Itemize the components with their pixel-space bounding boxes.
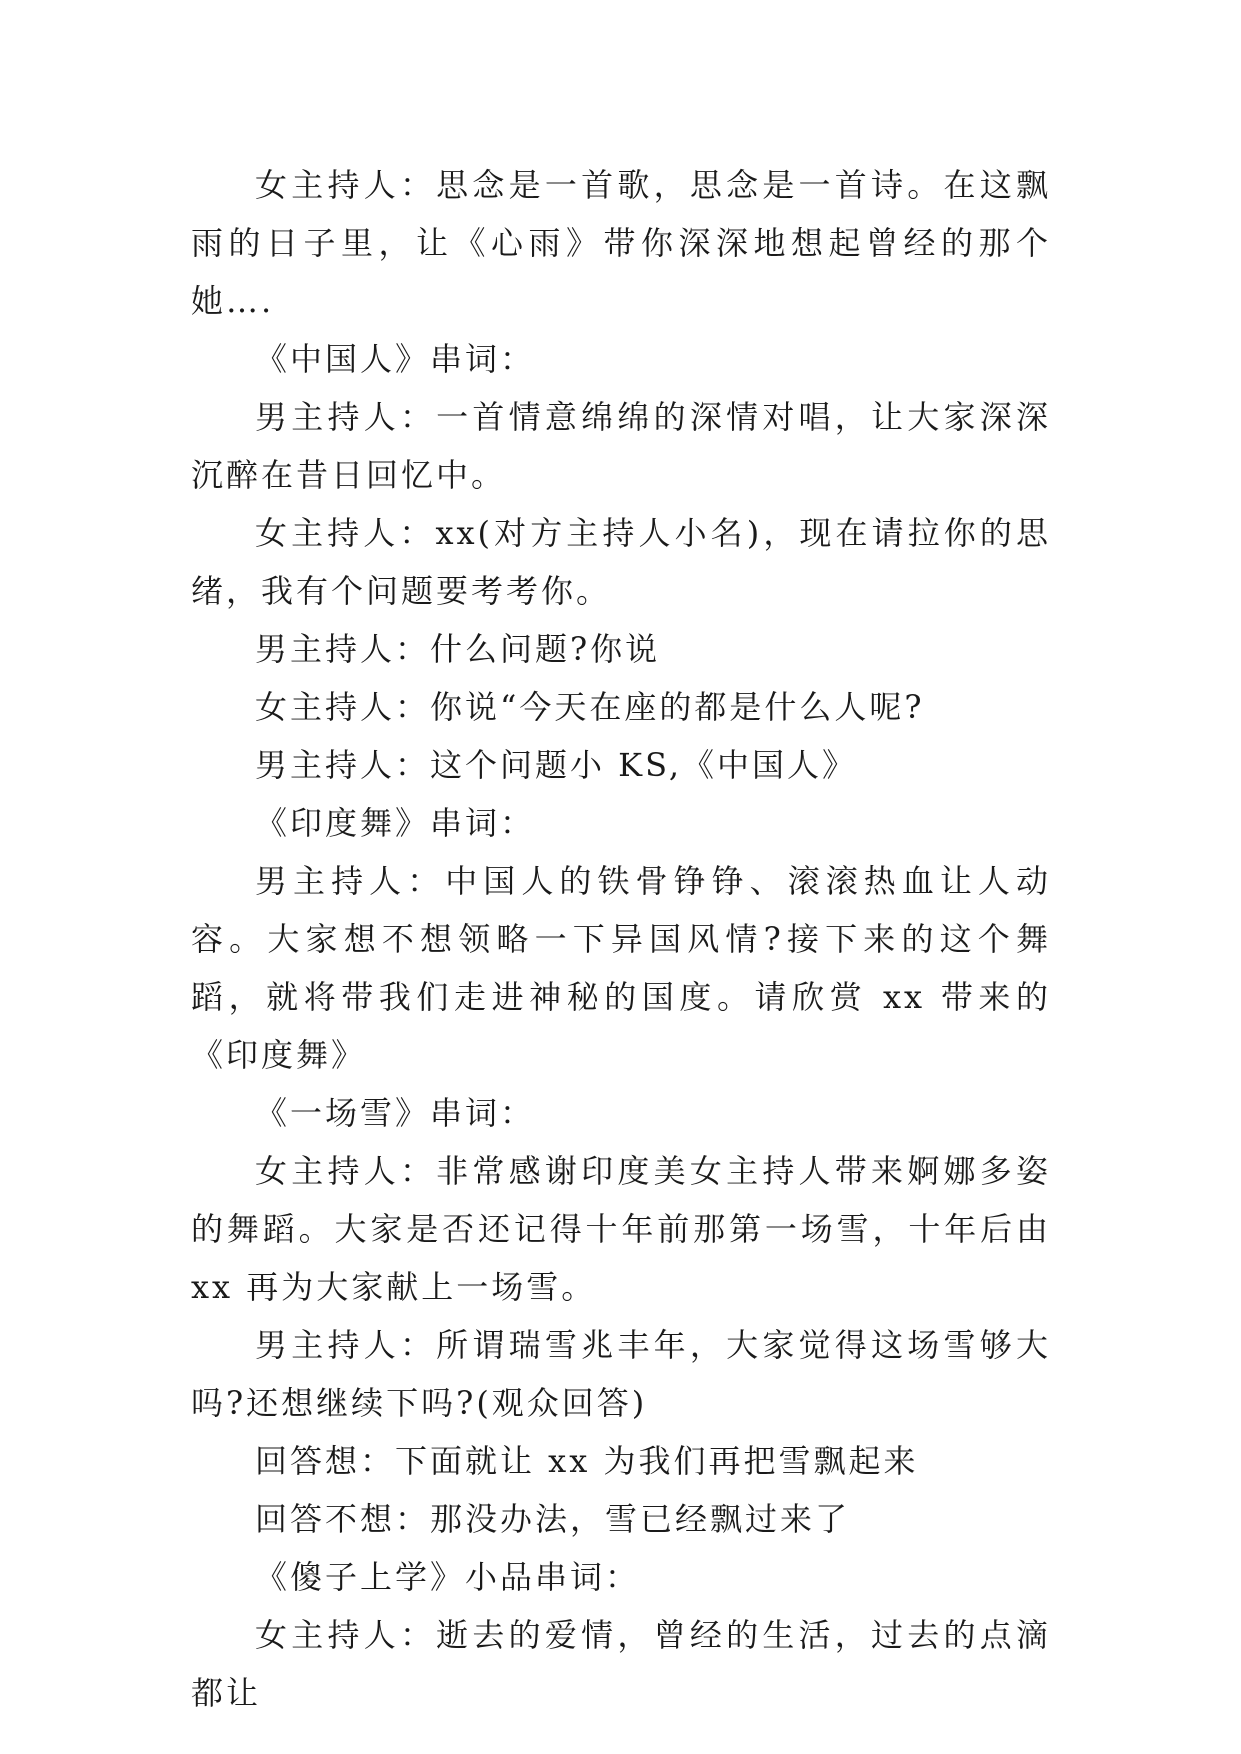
paragraph: 回答不想：那没办法，雪已经飘过来了 [255,1500,851,1538]
document-body [191,156,1051,1722]
paragraph: 回答想：下面就让 xx 为我们再把雪飘起来 [255,1442,919,1480]
paragraph: 《印度舞》串词： [255,804,536,842]
paragraph: 男主持人：一首情意绵绵的深情对唱，让大家深深沉醉在昔日回忆中。 [191,398,1051,494]
paragraph: 女主持人：逝去的爱情，曾经的生活，过去的点滴都让 [191,1616,1051,1712]
paragraph: 《傻子上学》小品串词： [255,1558,641,1596]
paragraph: 《中国人》串词： [255,340,536,378]
paragraph: 男主持人：中国人的铁骨铮铮、滚滚热血让人动容。大家想不想领略一下异国风情?接下来的这个舞蹈，就将带我们走进神秘的国度。请欣赏 xx 带来的《印度舞》 [191,862,1051,1074]
paragraph: 女主持人：思念是一首歌，思念是一首诗。在这飘雨的日子里，让《心雨》带你深深地想起曾经的那个她…. [191,166,1051,320]
paragraph: 女主持人：你说“今天在座的都是什么人呢? [255,688,925,726]
paragraph: 《一场雪》串词： [255,1094,536,1132]
paragraph: 女主持人：非常感谢印度美女主持人带来婀娜多姿的舞蹈。大家是否还记得十年前那第一场雪，十年后由 xx 再为大家献上一场雪。 [191,1152,1051,1306]
paragraph: 男主持人：这个问题小 KS,《中国人》 [255,746,858,784]
paragraph: 女主持人：xx(对方主持人小名)，现在请拉你的思绪，我有个问题要考考你。 [191,514,1051,610]
paragraph: 男主持人：所谓瑞雪兆丰年，大家觉得这场雪够大吗?还想继续下吗?(观众回答) [191,1326,1051,1422]
paragraph: 男主持人：什么问题?你说 [255,630,661,668]
